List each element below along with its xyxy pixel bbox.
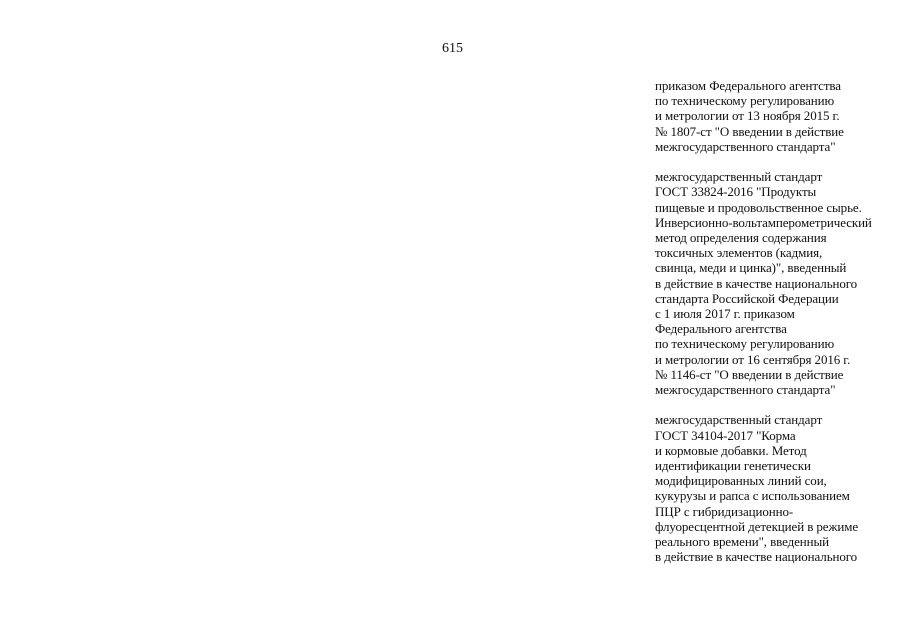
text-line: и метрологии от 13 ноября 2015 г. bbox=[655, 108, 840, 124]
text-line: Инверсионно-вольтамперометрический bbox=[655, 214, 872, 230]
text-line: № 1146-ст "О введении в действие bbox=[655, 366, 844, 382]
text-line: свинца, меди и цинка)", введенный bbox=[655, 260, 847, 276]
text-line: ГОСТ 33824-2016 "Продукты bbox=[655, 184, 817, 200]
text-line: флуоресцентной детекцией в режиме bbox=[655, 518, 858, 534]
text-line: № 1807-ст "О введении в действие bbox=[655, 123, 844, 139]
text-line: кукурузы и рапса с использованием bbox=[655, 488, 850, 504]
text-line: стандарта Российской Федерации bbox=[655, 290, 839, 306]
text-line: метод определения содержания bbox=[655, 230, 827, 246]
text-line: по техническому регулированию bbox=[655, 336, 835, 352]
text-line: приказом Федерального агентства bbox=[655, 78, 841, 93]
text-line: идентификации генетически bbox=[655, 458, 811, 474]
text-line: межгосударственный стандарт bbox=[655, 412, 823, 428]
text-line: по техническому регулированию bbox=[655, 93, 835, 109]
text-block bbox=[655, 78, 900, 154]
text-line: и метрологии от 16 сентября 2016 г. bbox=[655, 351, 851, 367]
text-line: межгосударственного стандарта" bbox=[655, 138, 836, 154]
text-line: с 1 июля 2017 г. приказом bbox=[655, 306, 795, 322]
text-line: межгосударственного стандарта" bbox=[655, 382, 836, 398]
text-line: Федерального агентства bbox=[655, 321, 787, 337]
text-column bbox=[655, 78, 900, 564]
text-line: в действие в качестве национального bbox=[655, 549, 858, 565]
text-line: и кормовые добавки. Метод bbox=[655, 442, 807, 458]
text-line: токсичных элементов (кадмия, bbox=[655, 245, 823, 261]
text-line: модифицированных линий сои, bbox=[655, 473, 827, 489]
text-line: ГОСТ 34104-2017 "Корма bbox=[655, 427, 796, 443]
text-line: в действие в качестве национального bbox=[655, 275, 858, 291]
text-line: пищевые и продовольственное сырье. bbox=[655, 199, 862, 215]
text-line: ПЦР с гибридизационно- bbox=[655, 503, 794, 519]
text-block bbox=[655, 412, 900, 564]
text-line: реального времени", введенный bbox=[655, 534, 829, 550]
page-number: 615 bbox=[442, 41, 463, 56]
text-line: межгосударственный стандарт bbox=[655, 169, 823, 185]
text-block bbox=[655, 169, 900, 397]
